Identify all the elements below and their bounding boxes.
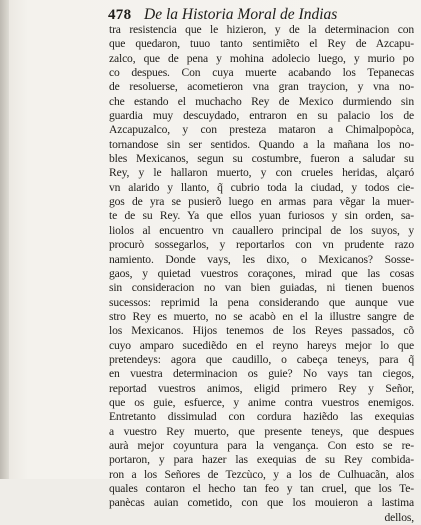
text-line: dellos, <box>384 510 414 524</box>
text-line: que os guie, esfuerce, y anime contra vuestros enemigos. <box>109 395 414 409</box>
text-line: gaos, y quietad vuestros coraçones, mirad que las cosas <box>109 266 414 280</box>
text-line: vn alarido y llanto, q̃ cubrio toda la ciudad, y todos cie- <box>109 180 414 194</box>
text-line: cuyo amparo sucediẽdo en el reyno hareys mejor lo que <box>109 338 414 352</box>
text-line: ron a los Señores de Tezcùco, y a los de Culhuacãn, alos <box>109 467 414 481</box>
text-line: Entretanto dissimulad con cordura haziẽdo las exequias <box>109 410 414 424</box>
text-line: a vuestro Rey muerto, que presente teneys, que despues <box>109 424 414 438</box>
text-line: que quedaron, tuuo tanto sentimiẽto el Rey de Azcapu- <box>109 37 414 51</box>
text-line: en vuestra determinacion os guie? No vays tan ciegos, <box>109 367 414 381</box>
text-line: tornandose sin ser sentidos. Quando a la mañana los no- <box>109 137 414 151</box>
text-line: guardia muy descuydado, entraron en su palacio los de <box>109 109 414 123</box>
text-line: Azcapuzalco, y con presteza mataron a Chimalpopòca, <box>109 123 414 137</box>
text-line: portaron, y para hazer las exequias de su Rey combida- <box>109 453 414 467</box>
text-line: quales contaron el hecho tan feo y tan cruel, que los Te- <box>109 482 414 495</box>
text-line: te de su Rey. Ya que ellos yuan furiosos y sin orden, sa- <box>109 209 414 223</box>
text-line: stro Rey es muerto, no se acabò en el la illustre sangre de <box>109 309 414 323</box>
text-line: co despues. Con cuya muerte acabando los Tepanecas <box>109 66 414 80</box>
text-line: Rey, y le hallaron muerto, y con crueles heridas, alçaró <box>109 166 414 180</box>
text-line: zalco, que de pena y mohina adolecio luego, y murio po <box>109 51 414 65</box>
text-line: sucessos: reprimid la pena considerando que aunque vue <box>109 295 414 309</box>
page-gutter-shadow <box>0 0 9 479</box>
text-line: che estando el muchacho Rey de Mexico durmiendo sin <box>109 94 414 108</box>
text-line: pretendeys: agora que caudillo, o cabeça teneys, para q̃ <box>109 352 414 366</box>
text-line: namiento. Donde vays, les dixo, o Mexicanos? Sosse- <box>109 252 414 266</box>
text-line: los Mexicanos. Hijos tenemos de los Reyes passados, cõ <box>109 324 414 338</box>
text-line: de resoluerse, acometieron vna gran traycion, y vna no- <box>109 80 414 94</box>
text-line: sin consideracion no van bien guiadas, ni tienen buenos <box>109 281 414 295</box>
text-line: gos de yra se pusierõ luego en armas para vẽgar la muer- <box>109 195 414 209</box>
text-line: procurò sossegarlos, y reportarlos con vn prudente razo <box>109 238 414 252</box>
running-header <box>108 3 414 25</box>
text-line: bles Mexicanos, segun su costumbre, fueron a saludar su <box>109 152 414 166</box>
body-text <box>109 23 414 525</box>
text-line: panècas auian cometido, con que los mouieron a lastima <box>109 496 414 510</box>
text-line: liolos al encuentro vn cauallero principal de los suyos, y <box>109 223 414 237</box>
text-line: tra resistencia que le hizieron, y de la determinacion con <box>109 23 414 36</box>
text-line: aurà mejor coyuntura para la vengança. Con esto se re- <box>109 438 414 452</box>
page-number: 478 <box>108 7 132 23</box>
running-title: De la Historia Moral de Indias <box>144 6 338 23</box>
text-line: reportad vuestros animos, eligid primero Rey y Señor, <box>109 381 414 395</box>
